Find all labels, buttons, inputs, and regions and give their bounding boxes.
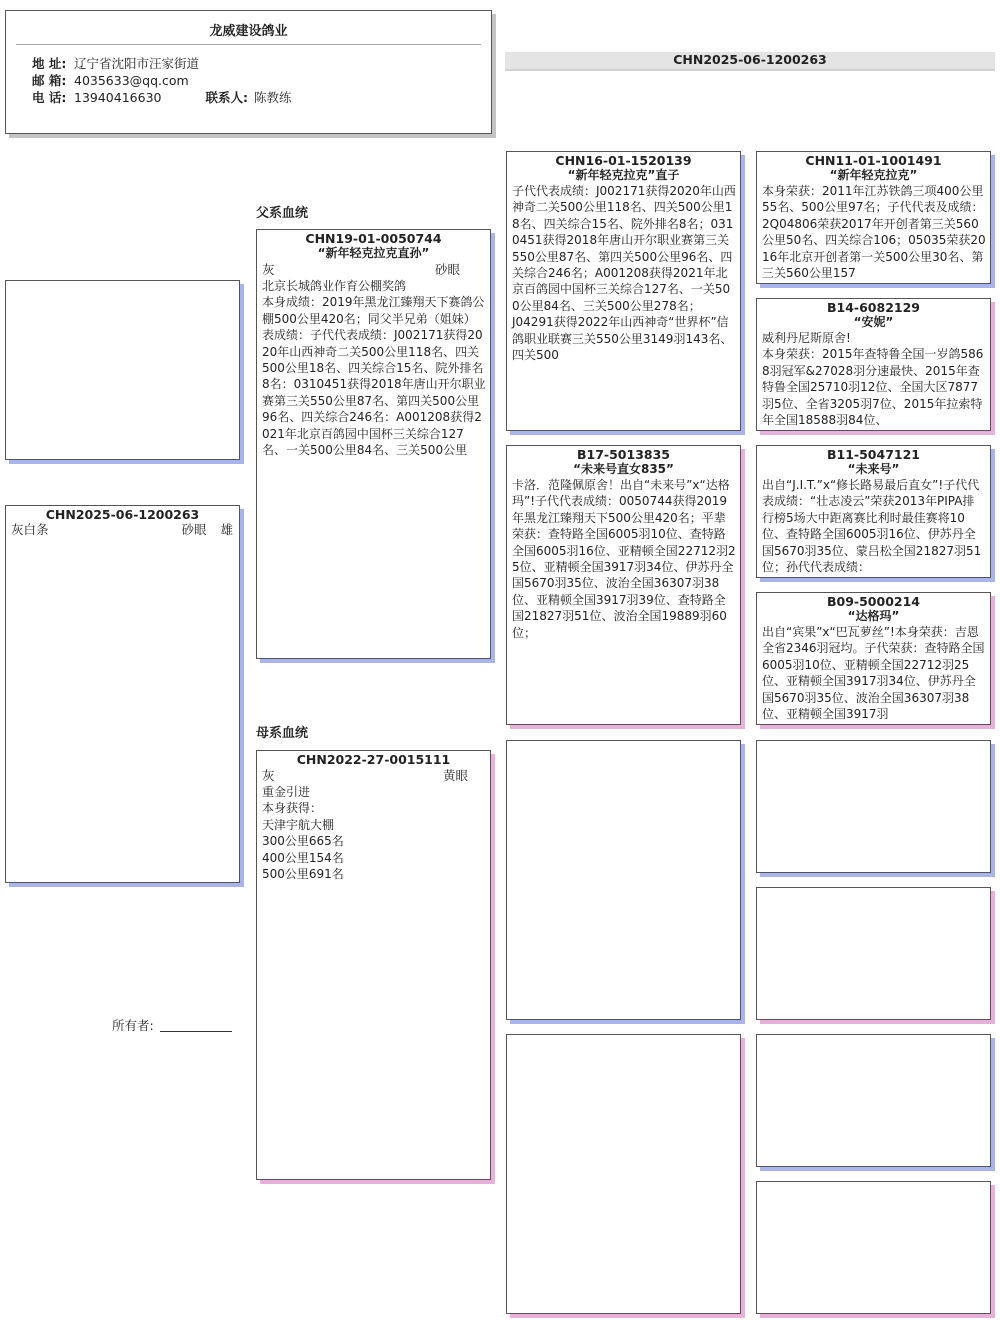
sire-note-line: 本身成绩：2019年黑龙江臻翔天下赛鸽公棚500公里420名；同父半兄弟（姐妹）表成绩：子代代表成绩：J002171获得2020年山西神奇二关500公里118名、四关500公里18名、四关综合15名、院外排名8名：0310451获得2018年唐山开尔职业赛第三关550公里87名、第四关500公里96名、四关综合246名：A001208获得2021年北京百鸽园中国杯三关综合127名、一关500公里84名、三关500公里 [262, 295, 486, 458]
dam-note-line: 天津宇航大棚 [262, 817, 335, 832]
sire-color: 灰 [262, 262, 275, 277]
sire-meta [257, 261, 490, 278]
grandam-paternal-card [506, 445, 741, 725]
email-row [32, 71, 189, 89]
contact-value: 陈教练 [253, 90, 292, 105]
subject-eye: 砂眼 [181, 522, 207, 537]
great-grandam-1-notes [757, 330, 990, 428]
address-value: 辽宁省沈阳市汪家街道 [74, 56, 200, 71]
phone-label: 电 话: [32, 90, 67, 105]
subject-ring-number: CHN2025-06-1200263 [45, 507, 200, 522]
great-grandam-2-ring: B09-5000214 [827, 594, 920, 609]
subject-meta [6, 522, 239, 538]
great-grandam-1-name: “安妮” [853, 315, 894, 329]
great-grandam-3-card [756, 887, 991, 1020]
dam-meta [257, 767, 490, 784]
great-grandsire-1-ring: CHN11-01-1001491 [805, 153, 942, 168]
great-grandsire-4-card [756, 1034, 991, 1167]
sire-card [256, 229, 491, 659]
breeder-name: 龙威建设鸽业 [209, 24, 288, 39]
great-grandsire-1-name: “新年轻克拉克” [829, 168, 918, 182]
sire-note-line: 北京长城鸽业作育公棚奖鸽 [262, 279, 407, 293]
dam-note-line: 500公里691名 [262, 867, 344, 882]
great-grandsire-1-note-line: 本身荣获：2011年江苏铁鸽三项400公里55名、500公里97名；子代代表及成绩：2Q04806荣获2017年开创者第三关560公里50名、四关综合106；05035荣获2016年北京开创者第一关500公里30名、第三关560公里157 [762, 184, 986, 281]
dam-ring-number: CHN2022-27-0015111 [296, 752, 451, 767]
sire-eye: 砂眼 [434, 262, 460, 277]
great-grandsire-3-card [756, 740, 991, 873]
dam-color: 灰 [262, 768, 275, 783]
great-grandsire-2-name: “未来号” [847, 462, 900, 476]
great-grandam-1-card [756, 298, 991, 431]
great-grandsire-2-ring: B11-5047121 [827, 447, 920, 462]
dam-card [256, 750, 491, 1180]
great-grandsire-2-notes [757, 477, 990, 575]
address-row [32, 54, 199, 72]
sire-notes [257, 278, 490, 458]
dam-note-line: 400公里154名 [262, 850, 344, 865]
email-value: 4035633@qq.com [74, 73, 189, 88]
owner-signature-line [160, 1031, 232, 1032]
subject-sex: 雄 [220, 522, 233, 537]
dam-note-line: 300公里665名 [262, 834, 344, 849]
grandsire-name: “新年轻克拉克”直子 [567, 168, 680, 182]
great-grandam-4-card [756, 1181, 991, 1314]
grandam-maternal-card [506, 1034, 741, 1314]
great-grandam-2-card [756, 592, 991, 725]
great-grandsire-1-card [756, 151, 991, 284]
address-label: 地 址: [32, 56, 67, 71]
subject-pigeon-card [5, 505, 240, 883]
grandsire-paternal-card [506, 151, 741, 431]
great-grandsire-1-notes [757, 183, 990, 281]
great-grandam-1-note-line: 本身荣获：2015年查特鲁全国一岁鸽5868羽冠军&27028羽分速最快、2015年查特鲁全国25710羽12位、全国大区7877羽5位、全省3205羽7位、2015年拉索特年全国18588羽84位、 [762, 347, 984, 428]
grandam-ring-number: B17-5013835 [577, 447, 670, 462]
subject-color: 灰白条 [11, 522, 49, 537]
grandsire-note-line: 子代代表成绩：J002171获得2020年山西神奇二关500公里118名、四关500公里18名、四关综合15名、院外排名8名；0310451获得2018年唐山开尔职业赛第三关550公里87名、第四关500公里96名、四关综合246名；A001208获得2021年北京百鸽园中国杯三关综合127名、一关500公里84名、三关500公里278名； [512, 184, 736, 313]
grandsire-notes [507, 183, 740, 363]
owner-field [112, 1016, 232, 1034]
dam-notes [257, 784, 490, 882]
great-grandsire-2-note-line: 出自“J.I.T.”x“修长路易最后直女”!子代代表成绩：“壮志凌云”荣获2013年PIPA排行榜5场大中距离赛比利时最佳赛将10位、查特路全国6005羽16位、伊苏丹全国5670羽35位、蒙吕松全国21827羽51位；孙代代表成绩： [762, 478, 982, 575]
pigeon-photo-placeholder [5, 280, 240, 460]
sire-ring-number: CHN19-01-0050744 [305, 231, 442, 246]
grandsire-note-line: J04291获得2022年山西神奇“世界杯”信鸽职业联赛三关550公里3149羽143名、四关500 [512, 315, 733, 363]
phone-row [32, 88, 292, 106]
main-ring-number: CHN2025-06-1200263 [505, 52, 995, 71]
owner-label: 所有者: [112, 1018, 154, 1033]
phone-value: 13940416630 [74, 90, 162, 105]
great-grandam-2-notes [757, 624, 990, 722]
email-label: 邮 箱: [32, 73, 67, 88]
dam-eye: 黄眼 [442, 768, 468, 783]
sire-line-label: 父系血统 [256, 206, 309, 221]
grandam-notes [507, 477, 740, 641]
breeder-info-card [5, 10, 492, 134]
grandsire-ring-number: CHN16-01-1520139 [555, 153, 692, 168]
great-grandam-2-note-line: 出自“宾果”x“巴瓦萝丝”!本身荣获：吉恩全省2346羽冠均。子代荣获：查特路全国6005羽10位、亚精顿全国22712羽25位、亚精顿全国3917羽34位、伊苏丹全国5670羽35位、波治全国36307羽38位、亚精顿全国3917羽 [762, 625, 985, 722]
great-grandam-1-note-line: 威利丹尼斯原舍! [762, 331, 851, 345]
contact-label: 联系人: [205, 90, 248, 105]
sire-name: “新年轻克拉克直孙” [317, 246, 430, 260]
grandam-name: “未来号直女835” [573, 462, 674, 476]
header-divider [16, 44, 481, 45]
great-grandam-1-ring: B14-6082129 [827, 300, 920, 315]
grandsire-maternal-card [506, 740, 741, 1020]
dam-line-label: 母系血统 [256, 726, 309, 741]
dam-note-line: 本身获得： [262, 801, 323, 816]
grandam-note-line: 卡洛．范隆佩原舍！出自“未来号”x“达格玛”!子代代表成绩：0050744获得2019年黑龙江臻翔天下500公里420名；平辈荣获：查特路全国6005羽10位、查特路全国6005羽16位、亚精顿全国22712羽25位、亚精顿全国3917羽34位、伊苏丹全国5670羽35位、波治全国36307羽38位、亚精顿全国3917羽39位、查特路全国21827羽51位、波治全国19889羽60位； [512, 478, 736, 640]
great-grandsire-2-card [756, 445, 991, 578]
great-grandam-2-name: “达格玛” [847, 609, 900, 623]
dam-note-line: 重金引进 [262, 785, 311, 799]
